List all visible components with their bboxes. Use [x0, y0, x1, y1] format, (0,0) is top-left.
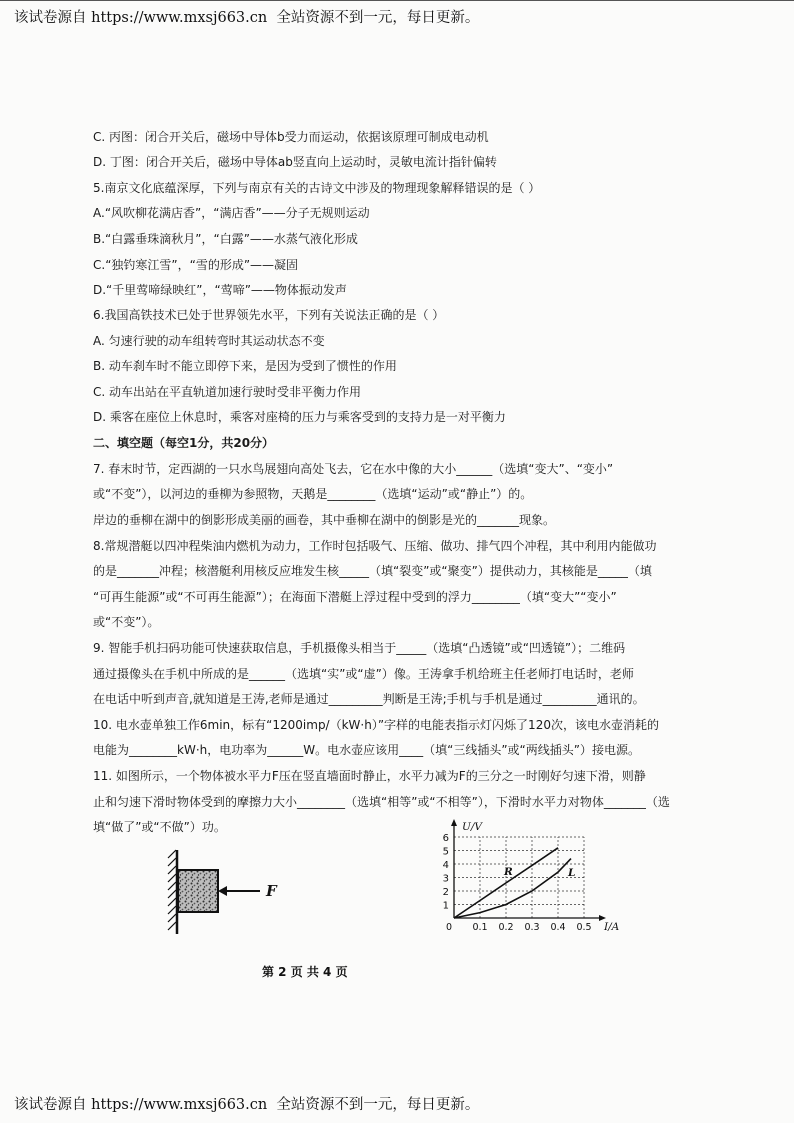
question-8-line-3: “可再生能源”或“不可再生能源”）；在海面下潜艇上浮过程中受到的浮力________（填“变大”“变小” [93, 590, 617, 604]
question-7-line-1: 7. 春末时节，定西湖的一只水鸟展翅向高处飞去，它在水中像的大小______（选填“变大”、“变小” [93, 462, 614, 476]
question-6-option-d: D. 乘客在座位上休息时，乘客对座椅的压力与乘客受到的支持力是一对平衡力 [93, 410, 506, 424]
x-axis-label: I/A [604, 921, 620, 933]
page-number: 第 2 页 共 4 页 [262, 965, 348, 979]
question-5-option-c: C.“独钓寒江雪”，“雪的形成”——凝固 [93, 258, 299, 272]
wall-hatching [168, 850, 176, 930]
x-tick-label: 0.5 [576, 922, 592, 933]
question-11-line-1: 11. 如图所示，一个物体被水平力F压在竖直墙面时静止，水平力减为F的三分之一时刚好匀速下滑，则静 [93, 769, 646, 783]
y-tick-label: 2 [442, 887, 449, 898]
section-heading-fill-in: 二、填空题（每空1分，共20分） [93, 436, 275, 450]
question-10-line-2: 电能为________kW·h，电功率为______W。电水壶应该用____（填“三线插头”或“两线插头”）接电源。 [93, 743, 640, 757]
u-i-graph [436, 821, 620, 938]
question-8-line-4: 或“不变”）。 [93, 615, 160, 629]
y-tick-label: 4 [442, 860, 449, 871]
force-arrowhead [218, 886, 227, 896]
question-5: 5.南京文化底蕴深厚，下列与南京有关的古诗文中涉及的物理现象解释错误的是（ ） [93, 181, 541, 195]
question-6-option-c: C. 动车出站在平直轨道加速行驶时受非平衡力作用 [93, 385, 362, 399]
question-8-line-2: 的是_______冲程；核潜艇利用核反应堆发生核_____（填“裂变”或“聚变”）提供动力，其核能是_____（填 [93, 564, 652, 578]
question-11-line-2: 止和匀速下滑时物体受到的摩擦力大小________（选填“相等”或“不相等”），下滑时水平力对物体_______（选 [93, 795, 670, 809]
question-10-line-1: 10. 电水壶单独工作6min，标有“1200imp/（kW·h）”字样的电能表指示灯闪烁了120次，该电水壶消耗的 [93, 718, 659, 732]
question-7-line-3: 岸边的垂柳在湖中的倒影形成美丽的画卷，其中垂柳在湖中的倒影是光的_______现象。 [93, 513, 556, 527]
question-9-line-2: 通过摄像头在手机中所成的是______（选填“实”或“虚”）像。王涛拿手机给班主任老师打电话时，老师 [93, 667, 634, 681]
x-tick-label: 0.3 [524, 922, 540, 933]
option-c-line: C. 丙图：闭合开关后，磁场中导体b受力而运动，依据该原理可制成电动机 [93, 130, 489, 144]
force-label: F [266, 882, 277, 900]
question-11-line-3: 填“做了”或“不做”）功。 [93, 820, 226, 834]
question-5-option-a: A.“风吹柳花满店香”，“满店香”——分子无规则运动 [93, 206, 370, 220]
y-tick-label: 5 [442, 846, 449, 858]
y-tick-label: 3 [442, 873, 449, 885]
question-8-line-1: 8.常规潜艇以四冲程柴油内燃机为动力，工作时包括吸气、压缩、做功、排气四个冲程，其中利用内能做功 [93, 539, 657, 553]
footer-watermark: 该试卷源自 https://www.mxsj663.cn 全站资源不到一元，每日更新。 [14, 1097, 480, 1113]
option-d-line: D. 丁图：闭合开关后，磁场中导体ab竖直向上运动时，灵敏电流计指针偏转 [93, 155, 497, 169]
x-tick-label: 0.1 [472, 922, 488, 933]
wall-block-force-figure [160, 846, 290, 938]
y-axis-label: U/V [462, 821, 482, 833]
top-border [0, 0, 794, 1]
y-tick-label: 1 [442, 900, 449, 912]
question-6-option-b: B. 动车刹车时不能立即停下来，是因为受到了惯性的作用 [93, 359, 397, 373]
question-7-line-2: 或“不变”），以河边的垂柳为参照物，天鹅是________（选填“运动”或“静止”）的。 [93, 487, 533, 501]
x-tick-label: 0.2 [498, 922, 514, 933]
block [178, 870, 218, 912]
series-label-L: L [568, 867, 576, 880]
question-6: 6.我国高铁技术已处于世界领先水平，下列有关说法正确的是（ ） [93, 308, 445, 322]
header-watermark: 该试卷源自 https://www.mxsj663.cn 全站资源不到一元，每日更新。 [14, 10, 480, 26]
y-tick-label: 6 [442, 833, 449, 844]
question-5-option-d: D.“千里莺啼绿映红”，“莺啼”——物体振动发声 [93, 283, 347, 297]
series-label-R: R [504, 865, 513, 878]
question-5-option-b: B.“白露垂珠滴秋月”，“白露”——水蒸气液化形成 [93, 232, 358, 246]
x-tick-label: 0 [445, 922, 453, 933]
question-6-option-a: A. 匀速行驶的动车组转弯时其运动状态不变 [93, 334, 325, 348]
question-9-line-3: 在电话中听到声音,就知道是王涛,老师是通过_________判断是王涛;手机与手机是通过_________通讯的。 [93, 692, 645, 706]
x-tick-label: 0.4 [550, 922, 566, 933]
question-9-line-1: 9. 智能手机扫码功能可快速获取信息，手机摄像头相当于_____（选填“凸透镜”或“凹透镜”）；二维码 [93, 641, 626, 655]
